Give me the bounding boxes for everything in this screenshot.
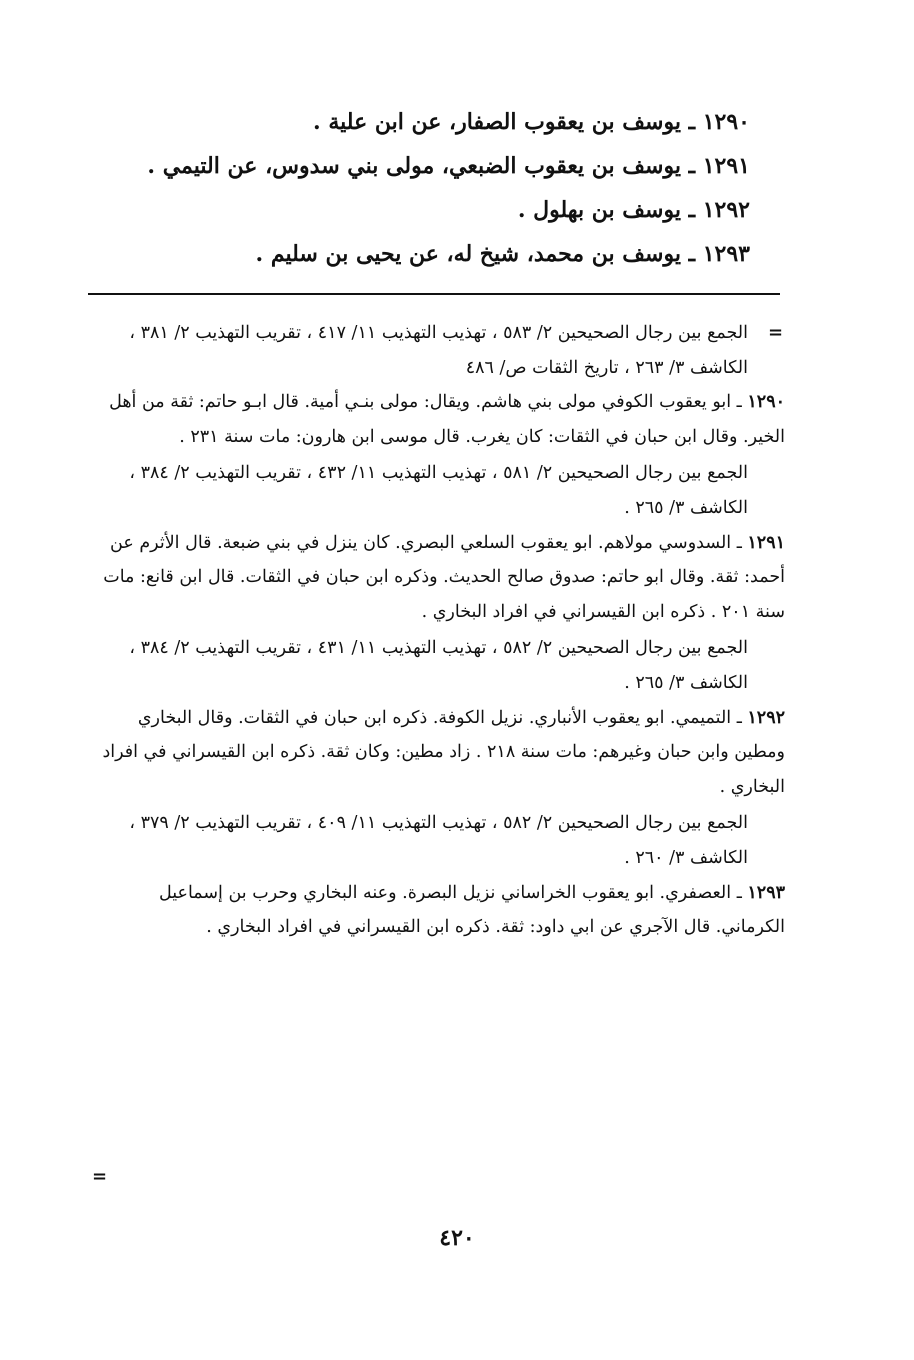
footnote-1293 <box>85 876 785 945</box>
footnote-1292 <box>85 701 785 876</box>
footnote-number: ١٢٩١ <box>747 532 785 553</box>
footnote-divider <box>88 293 780 295</box>
footnote-refs: الجمع بين رجال الصحيحين ٢/ ٥٨٢ ، تهذيب التهذيب ١١/ ٤٠٩ ، تقريب التهذيب ٢/ ٣٧٩ ، الكاشف ٣/ ٢٦٠ . <box>129 813 748 868</box>
footnote-text: ـ السدوسي مولاهم. ابو يعقوب السلعي البصري. كان ينزل في بني ضبعة. قال الأثرم عن أحمد: ثقة. وقال ابو حاتم: صدوق صالح الحديث. وذكره ابن حبان في الثقات. قال ابن قانع: مات سنة ٢٠١ . ذكره ابن القيسراني في افراد البخاري . <box>103 532 785 622</box>
footnote-refs: الجمع بين رجال الصحيحين ٢/ ٥٨١ ، تهذيب التهذيب ١١/ ٤٣٢ ، تقريب التهذيب ٢/ ٣٨٤ ، الكاشف ٣/ ٢٦٥ . <box>129 463 748 518</box>
footnote-text: ـ ابو يعقوب الكوفي مولى بني هاشم. ويقال: مولى بنـي أمية. قال ابـو حاتم: ثقة من أهل الخير. وقال ابن حبان في الثقات: كان يغرب. قال موسى ابن هارون: مات سنة ٢٣١ . <box>109 392 785 447</box>
footnote-text: ـ التميمي. ابو يعقوب الأنباري. نزيل الكوفة. ذكره ابن حبان في الثقات. وقال البخاري ومطين وابن حبان وغيرهم: مات سنة ٢١٨ . زاد مطين: وكان ثقة. ذكره ابن القيسراني في افراد البخاري . <box>102 707 785 797</box>
footnote-number: ١٢٩٢ <box>747 707 785 728</box>
page-number: ٤٢٠ <box>439 1225 475 1251</box>
footnote-continuation-marker: = <box>768 322 784 343</box>
entry-1291: ١٢٩١ ـ يوسف بن يعقوب الضبعي، مولى بني سدوس، عن التيمي . <box>147 153 750 179</box>
footnote-intro-refs: الجمع بين رجال الصحيحين ٢/ ٥٨٣ ، تهذيب التهذيب ١١/ ٤١٧ ، تقريب التهذيب ٢/ ٣٨١ ، الكاشف ٣/ ٢٦٣ ، تاريخ الثقات ص/ ٤٨٦ <box>129 323 748 378</box>
footnote-refs: الجمع بين رجال الصحيحين ٢/ ٥٨٢ ، تهذيب التهذيب ١١/ ٤٣١ ، تقريب التهذيب ٢/ ٣٨٤ ، الكاشف ٣/ ٢٦٥ . <box>129 638 748 693</box>
footnote-end-marker: = <box>92 1166 108 1187</box>
footnote-number: ١٢٩٣ <box>747 882 785 903</box>
entry-1290: ١٢٩٠ ـ يوسف بن يعقوب الصفار، عن ابن علية . <box>313 109 750 135</box>
footnotes <box>85 316 785 945</box>
footnote-1290 <box>85 385 785 525</box>
entries-list <box>147 100 750 276</box>
entry-1293: ١٢٩٣ ـ يوسف بن محمد، شيخ له، عن يحيى بن سليم . <box>255 241 750 267</box>
entry-1292: ١٢٩٢ ـ يوسف بن بهلول . <box>517 197 750 223</box>
footnote-text: ـ العصفري. ابو يعقوب الخراساني نزيل البصرة. وعنه البخاري وحرب بن إسماعيل الكرماني. قال الآجري عن ابي داود: ثقة. ذكره ابن القيسراني في افراد البخاري . <box>158 882 785 938</box>
footnote-number: ١٢٩٠ <box>747 392 785 413</box>
footnote-1291 <box>85 526 785 701</box>
